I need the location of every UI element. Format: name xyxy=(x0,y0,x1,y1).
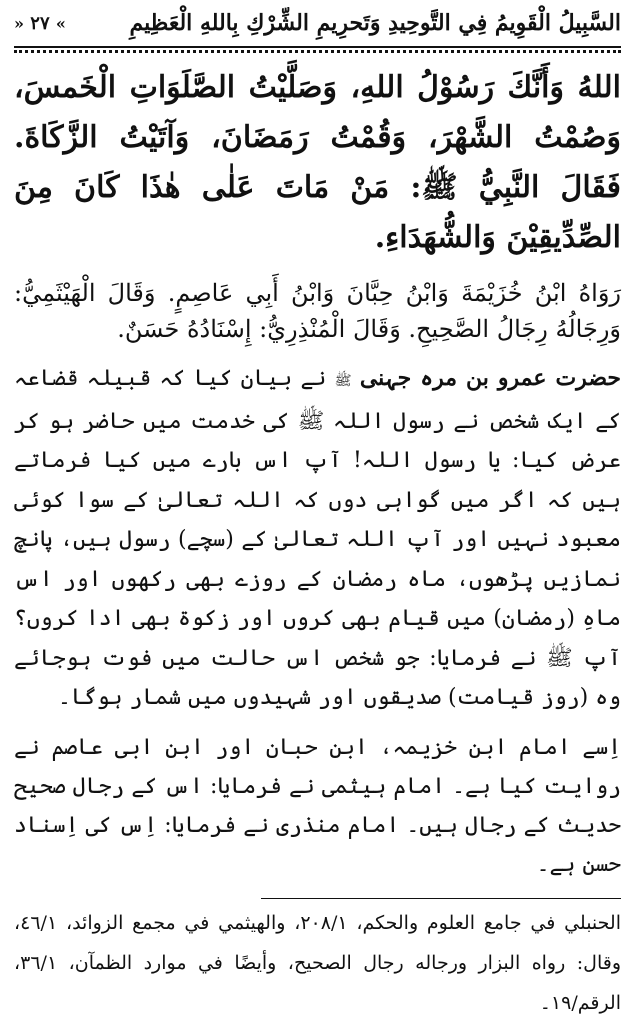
book-title: السَّبِيلُ الْقَوِيمُ فِي التَّوحِيدِ وَتَحرِيمِ الشِّرْكِ بِاللهِ الْعَظِيمِ xyxy=(129,10,621,36)
urdu-translation xyxy=(14,359,621,718)
narrator-name: حضرت عمرو بن مرہ جہنی xyxy=(359,365,622,391)
running-header xyxy=(14,6,621,40)
footnote-text: الحنبلي في جامع العلوم والحكم، ٢٠٨/١، والهيثمي في مجمع الزوائد، ٤٦/١، وقال: رواه البزار ورجاله رجال الصحيح، وأيضًا في موارد الظمآن، ٣٦/١، الرقم/١٩۔ xyxy=(14,911,621,1014)
honorific-icon: ﷺ xyxy=(334,373,352,389)
footnote-rule xyxy=(261,898,621,899)
urdu-source-note: اِسے امام ابن خزیمہ، ابن حبان اور ابن ابی عاصم نے روایت کیا ہے۔ امام ہیثمی نے فرمایا: اس کے رجال صحیح حدیث کے رجال ہیں۔ امام منذری نے فرمایا: اِس کی اِسناد حسن ہے۔ xyxy=(14,734,622,877)
header-rule xyxy=(14,46,621,48)
hadith-arabic-text: اللهُ وَأَنَّكَ رَسُوْلُ اللهِ، وَصَلَّيْتُ الصَّلَوَاتِ الْخَمسَ، وَصُمْتُ الشَّهْرَ، وَقُمْتُ رَمَضَانَ، وَآتَيْتُ الزَّكَاةَ. فَقَالَ النَّبِيُّ ﷺ: مَنْ مَاتَ عَلٰى هٰذَا كَانَ مِنَ الصِّدِّيقِيْنَ وَالشُّهَدَاءِ. xyxy=(14,70,621,255)
urdu-translation-body: نے بیان کیا کہ قبیلہ قضاعہ کے ایک شخص نے رسول اللہ ﷺ کی خدمت میں حاضر ہو کر عرض کیا: یا رسول اللہ! آپ اس بارے میں کیا فرماتے ہیں کہ اگر میں گواہی دوں کہ اللہ تعالیٰ کے سوا کوئی معبود نہیں اور آپ اللہ تعالیٰ کے (سچے) رسول ہیں، پانچ نمازیں پڑھوں، ماہ رمضان کے روزے بھی رکھوں اور اس ماہِ (رمضان) میں قیام بھی کروں اور زکوۃ بھی ادا کروں؟ آپ ﷺ نے فرمایا: جو شخص اس حالت میں فوت ہوجائے وہ (روز قیامت) صدیقوں اور شہیدوں میں شمار ہوگا۔ xyxy=(14,366,621,710)
page-number-value: ٢٧ xyxy=(30,12,50,34)
header-dotted-rule xyxy=(14,50,621,53)
page-number xyxy=(14,13,66,34)
ornament-right-icon: « xyxy=(55,13,66,33)
hadith-source-arabic: رَوَاهُ ابْنُ خُزَيْمَةَ وَابْنُ حِبَّانَ وَابْنُ أَبِي عَاصِمٍ. وَقَالَ الْهَيْثَمِيُّ: وَرِجَالُهُ رِجَالُ الصَّحِيحِ. وَقَالَ الْمُنْذِرِيُّ: إِسْنَادُهُ حَسَنٌ. xyxy=(14,279,621,343)
ornament-left-icon: » xyxy=(14,13,24,33)
